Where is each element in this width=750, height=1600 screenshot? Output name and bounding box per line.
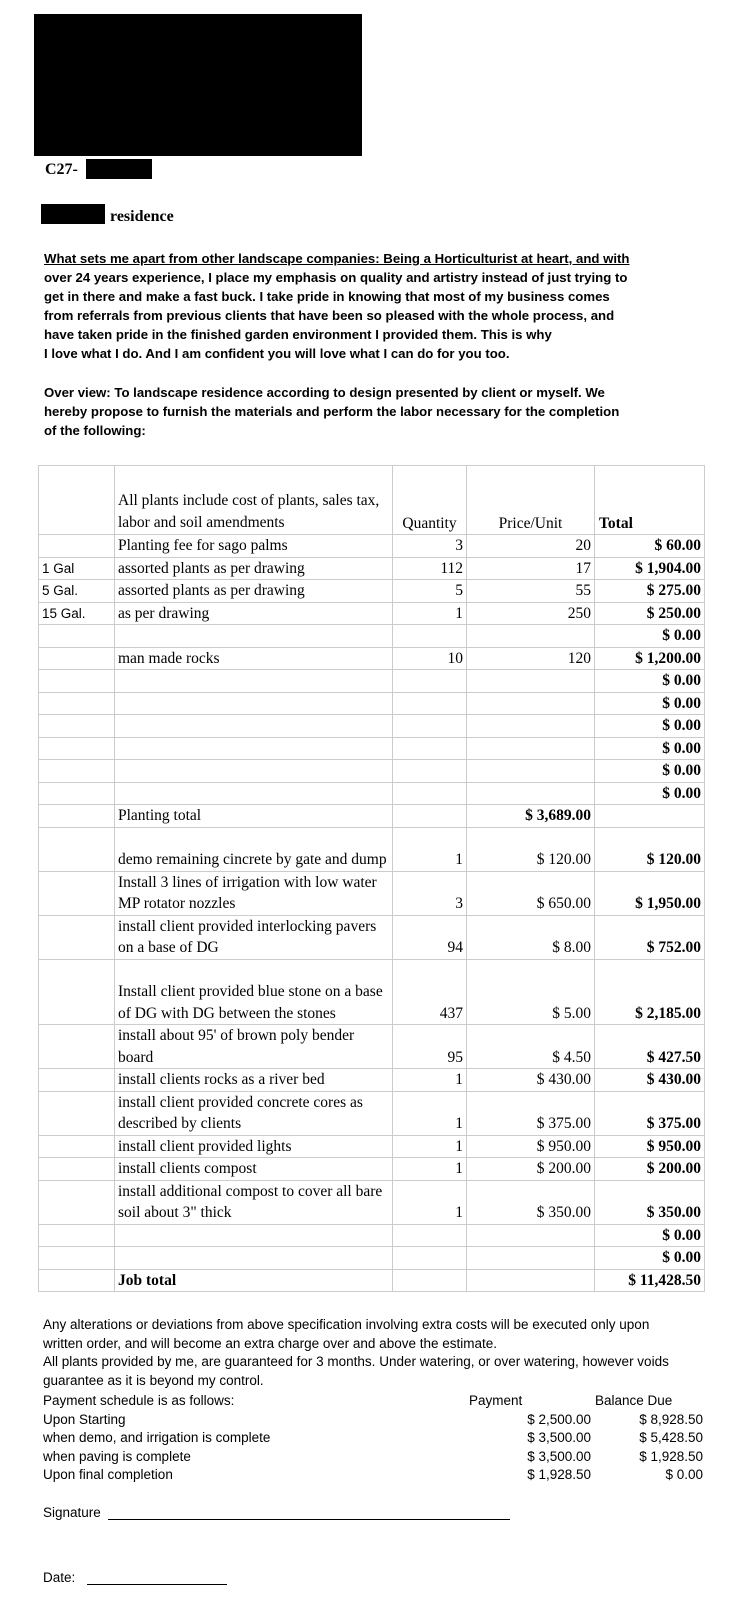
- row-quantity: [393, 760, 467, 783]
- row-price: [467, 715, 595, 738]
- row-total: $ 350.00: [595, 1180, 705, 1224]
- row-quantity: 10: [393, 647, 467, 670]
- table-row: [39, 1158, 705, 1181]
- row-size: [39, 1224, 115, 1247]
- row-price: [467, 782, 595, 805]
- row-size: [39, 827, 115, 871]
- row-quantity: 1: [393, 602, 467, 625]
- table-row: [39, 1069, 705, 1092]
- row-price: $ 200.00: [467, 1158, 595, 1181]
- row-quantity: [393, 625, 467, 648]
- row-total: $ 0.00: [595, 715, 705, 738]
- row-description: install clients rocks as a river bed: [115, 1069, 393, 1092]
- row-total: $ 1,950.00: [595, 871, 705, 915]
- row-description: assorted plants as per drawing: [115, 557, 393, 580]
- schedule-item-payment: $ 2,500.00: [527, 1411, 591, 1427]
- schedule-item-label: Upon final completion: [43, 1467, 173, 1482]
- row-size: 15 Gal.: [39, 602, 115, 625]
- schedule-label: Payment schedule is as follows:: [43, 1393, 235, 1408]
- row-size: [39, 871, 115, 915]
- table-row: [39, 1247, 705, 1270]
- row-size: [39, 805, 115, 828]
- row-price: 17: [467, 557, 595, 580]
- row-size: [39, 760, 115, 783]
- table-row: [39, 1135, 705, 1158]
- schedule-item-balance: $ 0.00: [665, 1467, 703, 1482]
- row-price: [467, 625, 595, 648]
- note-line: Any alterations or deviations from above specification involving extra costs will be executed only upon: [43, 1317, 650, 1332]
- row-size: [39, 670, 115, 693]
- row-quantity: 1: [393, 1069, 467, 1092]
- schedule-row: [43, 1429, 703, 1448]
- schedule-item-payment: $ 3,500.00: [527, 1448, 591, 1464]
- residence-title: residence: [110, 208, 174, 225]
- planting-total-value: $ 3,689.00: [467, 805, 595, 828]
- table-row: [39, 760, 705, 783]
- row-total: $ 375.00: [595, 1091, 705, 1135]
- table-row: [39, 715, 705, 738]
- row-price: $ 650.00: [467, 871, 595, 915]
- intro-line: I love what I do. And I am confident you will love what I can do for you too.: [44, 346, 510, 361]
- schedule-items: [43, 1411, 703, 1485]
- table-row: [39, 1224, 705, 1247]
- row-size: [39, 715, 115, 738]
- intro-line: from referrals from previous clients that have been so pleased with the whole process, and: [44, 308, 615, 323]
- row-quantity: [393, 692, 467, 715]
- table-row: [39, 1025, 705, 1069]
- row-description: install client provided lights: [115, 1135, 393, 1158]
- schedule-item-balance: $ 1,928.50: [639, 1448, 703, 1464]
- row-size: [39, 625, 115, 648]
- row-size: [39, 959, 115, 1025]
- row-price: [467, 1247, 595, 1270]
- row-quantity: 5: [393, 580, 467, 603]
- row-description: install additional compost to cover all bare soil about 3" thick: [115, 1180, 393, 1224]
- table-row: [39, 580, 705, 603]
- job-total-label: Job total: [115, 1269, 393, 1292]
- row-total: $ 430.00: [595, 1069, 705, 1092]
- row-description: [115, 670, 393, 693]
- overview-line: Over view: To landscape residence according to design presented by client or myself. We: [44, 385, 605, 400]
- table-header-row: [39, 466, 705, 535]
- overview-line: hereby propose to furnish the materials and perform the labor necessary for the completion: [44, 404, 620, 419]
- date-line[interactable]: [43, 1570, 227, 1585]
- row-size: [39, 1247, 115, 1270]
- row-price: $ 5.00: [467, 959, 595, 1025]
- payment-header: Payment: [469, 1393, 523, 1408]
- row-quantity: 95: [393, 1025, 467, 1069]
- row-price: $ 430.00: [467, 1069, 595, 1092]
- row-price: $ 950.00: [467, 1135, 595, 1158]
- date-rule[interactable]: [87, 1570, 227, 1585]
- table-row: [39, 692, 705, 715]
- schedule-row: [43, 1466, 703, 1485]
- estimate-table: [38, 465, 705, 1292]
- header-price: Price/Unit: [467, 466, 595, 535]
- row-total: $ 0.00: [595, 760, 705, 783]
- header-quantity: Quantity: [393, 466, 467, 535]
- row-description: [115, 1224, 393, 1247]
- row-total: $ 950.00: [595, 1135, 705, 1158]
- note-line: guarantee as it is beyond my control.: [43, 1372, 264, 1388]
- intro-line: get in there and make a fast buck. I take pride in knowing that most of my business comes: [44, 289, 610, 304]
- row-quantity: [393, 782, 467, 805]
- schedule-item-label: Upon Starting: [43, 1411, 126, 1427]
- row-quantity: [393, 670, 467, 693]
- row-price: [467, 737, 595, 760]
- row-size: [39, 1158, 115, 1181]
- payment-schedule: [43, 1392, 703, 1485]
- row-size: [39, 1269, 115, 1292]
- row-price: [467, 1269, 595, 1292]
- note-line: written order, and will become an extra charge over and above the estimate.: [43, 1335, 498, 1351]
- row-size: [39, 1091, 115, 1135]
- row-total: $ 2,185.00: [595, 959, 705, 1025]
- row-total: $ 1,200.00: [595, 647, 705, 670]
- row-description: [115, 692, 393, 715]
- row-quantity: 437: [393, 959, 467, 1025]
- row-price: [467, 692, 595, 715]
- table-row: [39, 557, 705, 580]
- row-total: $ 1,904.00: [595, 557, 705, 580]
- signature-label: Signature: [43, 1505, 101, 1520]
- row-description: Install 3 lines of irrigation with low water MP rotator nozzles: [115, 871, 393, 915]
- row-quantity: [393, 1247, 467, 1270]
- row-total: $ 0.00: [595, 1224, 705, 1247]
- header-total: Total: [595, 466, 705, 535]
- row-size: 1 Gal: [39, 557, 115, 580]
- row-total: $ 200.00: [595, 1158, 705, 1181]
- row-total: $ 0.00: [595, 737, 705, 760]
- schedule-item-payment: $ 1,928.50: [527, 1467, 591, 1482]
- date-label: Date:: [43, 1570, 76, 1585]
- row-size: [39, 782, 115, 805]
- table-row: [39, 1180, 705, 1224]
- row-total: $ 0.00: [595, 625, 705, 648]
- row-price: 55: [467, 580, 595, 603]
- signature-rule[interactable]: [108, 1505, 510, 1520]
- row-total: [595, 805, 705, 828]
- row-description: [115, 737, 393, 760]
- row-quantity: 1: [393, 1158, 467, 1181]
- row-quantity: 1: [393, 1180, 467, 1224]
- row-size: [39, 1069, 115, 1092]
- row-size: [39, 1135, 115, 1158]
- row-price: [467, 1224, 595, 1247]
- overview-line: of the following:: [44, 423, 146, 438]
- row-price: [467, 670, 595, 693]
- planting-total-label: Planting total: [115, 805, 393, 828]
- table-row: [39, 1091, 705, 1135]
- schedule-item-balance: $ 5,428.50: [639, 1430, 703, 1445]
- row-quantity: 3: [393, 535, 467, 558]
- redacted-header-block: [34, 14, 362, 156]
- schedule-header-row: [43, 1392, 703, 1411]
- row-price: $ 375.00: [467, 1091, 595, 1135]
- row-size: [39, 915, 115, 959]
- intro-lead: What sets me apart from other landscape companies: Being a Horticulturist at heart, and with: [44, 251, 630, 266]
- row-total: $ 120.00: [595, 827, 705, 871]
- row-description: man made rocks: [115, 647, 393, 670]
- schedule-row: [43, 1411, 703, 1430]
- redacted-client-name: [41, 204, 105, 224]
- row-quantity: 1: [393, 827, 467, 871]
- row-size: [39, 647, 115, 670]
- row-size: [39, 535, 115, 558]
- row-quantity: 1: [393, 1135, 467, 1158]
- row-price: $ 8.00: [467, 915, 595, 959]
- row-quantity: 112: [393, 557, 467, 580]
- row-quantity: 94: [393, 915, 467, 959]
- row-price: $ 120.00: [467, 827, 595, 871]
- row-price: [467, 760, 595, 783]
- row-description: [115, 715, 393, 738]
- table-row: [39, 871, 705, 915]
- row-size: [39, 737, 115, 760]
- table-row: [39, 535, 705, 558]
- row-description: Planting fee for sago palms: [115, 535, 393, 558]
- row-size: [39, 1180, 115, 1224]
- row-total: $ 0.00: [595, 1247, 705, 1270]
- table-row: [39, 670, 705, 693]
- schedule-item-balance: $ 8,928.50: [639, 1411, 703, 1427]
- row-description: [115, 625, 393, 648]
- row-quantity: 3: [393, 871, 467, 915]
- schedule-row: [43, 1448, 703, 1467]
- row-description: install about 95' of brown poly bender board: [115, 1025, 393, 1069]
- row-price: $ 350.00: [467, 1180, 595, 1224]
- signature-line[interactable]: [43, 1505, 510, 1520]
- schedule-item-payment: $ 3,500.00: [527, 1430, 591, 1445]
- row-description: install clients compost: [115, 1158, 393, 1181]
- intro-line: have taken pride in the finished garden environment I provided them. This is why: [44, 327, 552, 342]
- row-total: $ 60.00: [595, 535, 705, 558]
- row-description: demo remaining cincrete by gate and dump: [115, 827, 393, 871]
- table-row: [39, 625, 705, 648]
- row-description: [115, 782, 393, 805]
- row-total: $ 427.50: [595, 1025, 705, 1069]
- balance-header: Balance Due: [595, 1393, 673, 1408]
- table-row: [39, 827, 705, 871]
- row-description: as per drawing: [115, 602, 393, 625]
- row-description: install client provided interlocking pavers on a base of DG: [115, 915, 393, 959]
- terms-notes: [43, 1316, 743, 1390]
- row-price: 20: [467, 535, 595, 558]
- row-quantity: [393, 1224, 467, 1247]
- row-description: assorted plants as per drawing: [115, 580, 393, 603]
- row-total: $ 275.00: [595, 580, 705, 603]
- note-line: All plants provided by me, are guaranteed for 3 months. Under watering, or over watering, however voids: [43, 1354, 669, 1369]
- row-description: install client provided concrete cores as described by clients: [115, 1091, 393, 1135]
- planting-total-row: [39, 805, 705, 828]
- intro-line: over 24 years experience, I place my emphasis on quality and artistry instead of just trying to: [44, 270, 628, 285]
- row-size: 5 Gal.: [39, 580, 115, 603]
- row-price: 250: [467, 602, 595, 625]
- row-total: $ 0.00: [595, 692, 705, 715]
- table-row: [39, 647, 705, 670]
- job-total-value: $ 11,428.50: [595, 1269, 705, 1292]
- table-row: [39, 915, 705, 959]
- row-description: [115, 1247, 393, 1270]
- header-description: All plants include cost of plants, sales tax, labor and soil amendments: [115, 466, 393, 535]
- row-total: $ 250.00: [595, 602, 705, 625]
- table-row: [39, 602, 705, 625]
- row-size: [39, 692, 115, 715]
- row-quantity: [393, 715, 467, 738]
- row-total: $ 752.00: [595, 915, 705, 959]
- job-code: C27-: [45, 161, 78, 178]
- row-quantity: [393, 805, 467, 828]
- table-row: [39, 782, 705, 805]
- table-row: [39, 737, 705, 760]
- row-quantity: [393, 737, 467, 760]
- redacted-code-suffix: [86, 159, 152, 179]
- row-size: [39, 1025, 115, 1069]
- overview-paragraph: [44, 383, 734, 440]
- schedule-item-label: when paving is complete: [43, 1448, 191, 1464]
- job-total-row: [39, 1269, 705, 1292]
- row-quantity: [393, 1269, 467, 1292]
- schedule-item-label: when demo, and irrigation is complete: [43, 1430, 271, 1445]
- row-total: $ 0.00: [595, 670, 705, 693]
- intro-paragraph: [44, 249, 734, 363]
- row-total: $ 0.00: [595, 782, 705, 805]
- row-description: [115, 760, 393, 783]
- row-price: 120: [467, 647, 595, 670]
- row-description: Install client provided blue stone on a base of DG with DG between the stones: [115, 959, 393, 1025]
- row-price: $ 4.50: [467, 1025, 595, 1069]
- table-row: [39, 959, 705, 1025]
- row-quantity: 1: [393, 1091, 467, 1135]
